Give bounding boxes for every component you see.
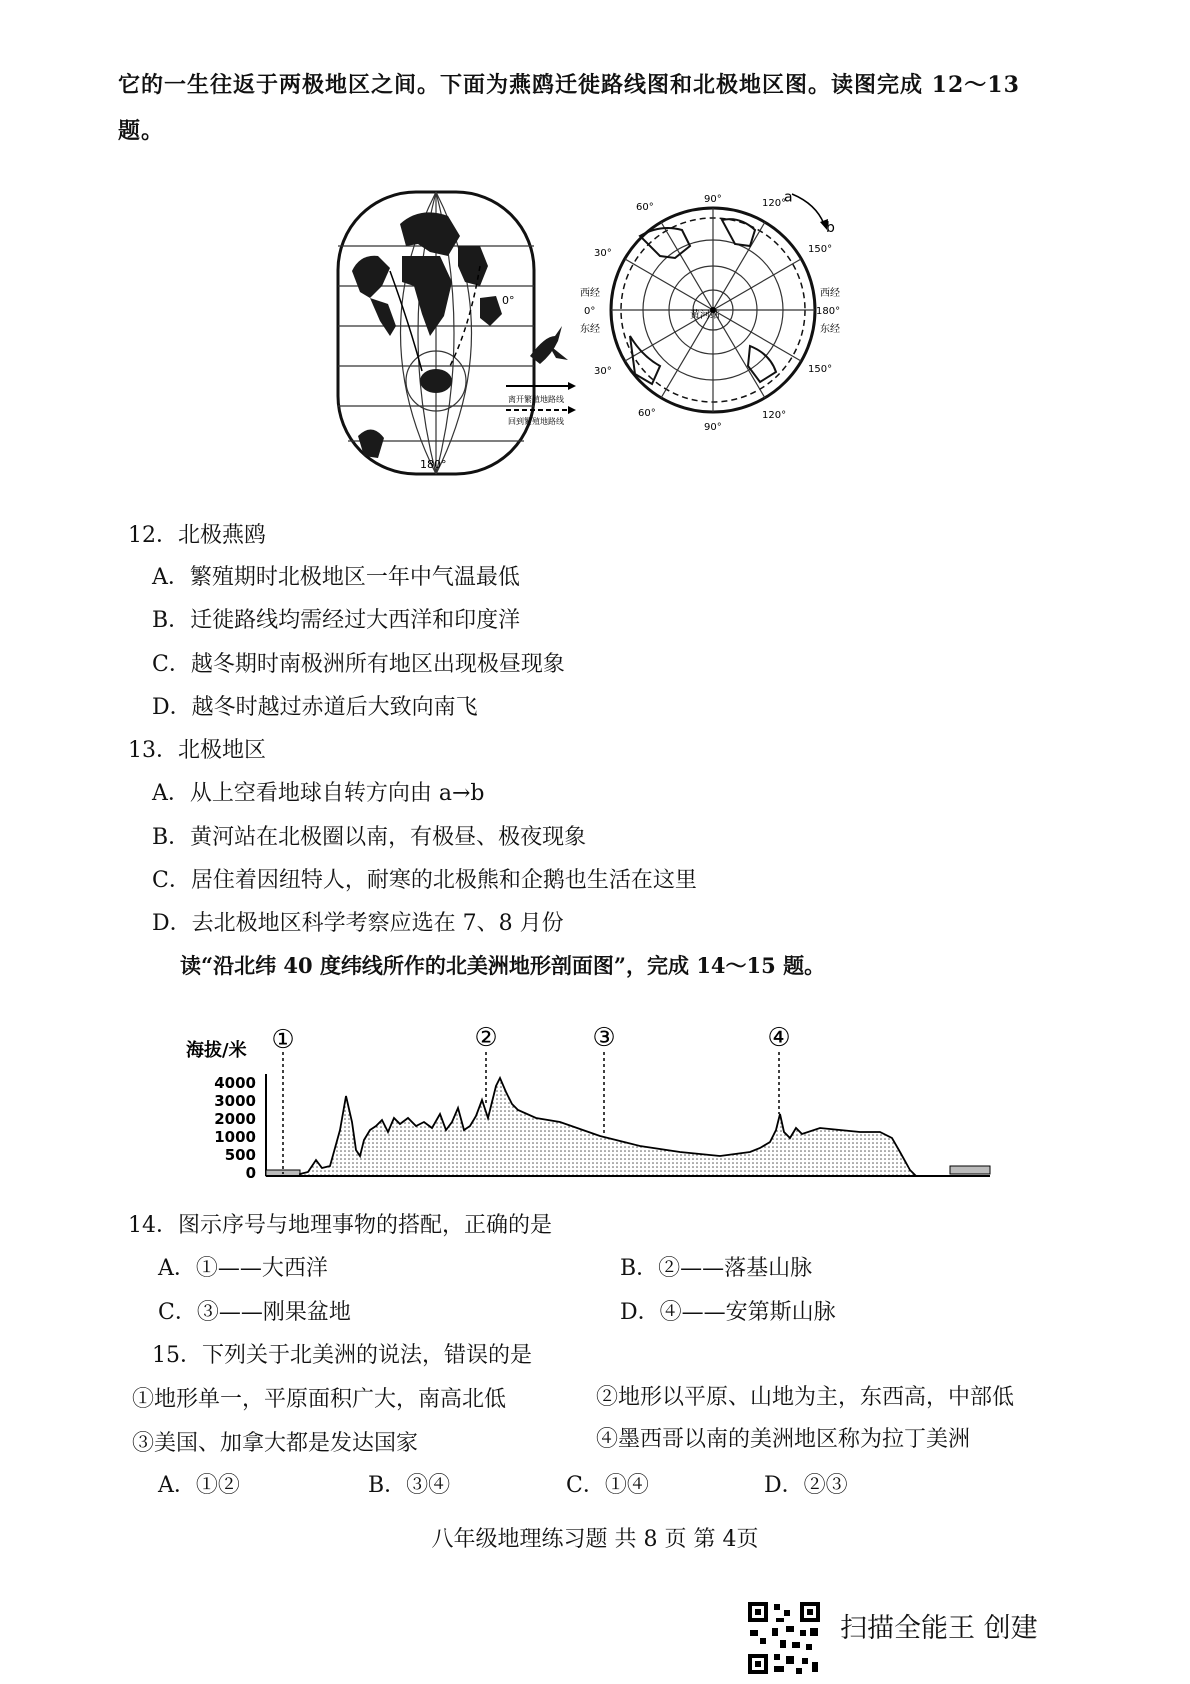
lbl-180: 180°: [816, 306, 841, 317]
lbl-west-right: 西经: [820, 288, 840, 299]
marker-1: ①: [271, 1025, 295, 1055]
q12-option-a: A．繁殖期时北极地区一年中气温最低: [152, 565, 520, 590]
q14-title: 14．图示序号与地理事物的搭配，正确的是: [128, 1213, 552, 1238]
q15-option-d: D．②③: [764, 1473, 848, 1498]
q14-option-d: D．④——安第斯山脉: [620, 1300, 836, 1325]
migration-figure: [330, 186, 930, 486]
q15-option-a: A．①②: [158, 1473, 240, 1498]
q15-statement-1: ①地形单一，平原面积广大，南高北低: [132, 1387, 507, 1412]
legend-item-1: 离开繁殖地路线: [508, 395, 564, 404]
lbl-60-top: 60°: [636, 202, 654, 213]
lbl-30-left-low: 30°: [594, 366, 612, 377]
lbl-150-right-low: 150°: [808, 364, 833, 375]
lbl-90-bottom: 90°: [704, 422, 722, 433]
tick-3000: 3000: [214, 1092, 256, 1110]
scanner-watermark: 扫描全能王 创建: [840, 1613, 1038, 1644]
marker-3: ③: [592, 1023, 616, 1053]
read-instruction: 读“沿北纬 40 度纬线所作的北美洲地形剖面图”，完成 14～15 题。: [180, 953, 826, 978]
point-a: a: [784, 189, 793, 206]
marker-2: ②: [474, 1023, 498, 1053]
q15-option-c: C．①④: [566, 1473, 649, 1498]
lbl-120-bottom: 120°: [762, 410, 787, 421]
lbl-30-left: 30°: [594, 248, 612, 259]
lbl-90-top: 90°: [704, 194, 722, 205]
lbl-west: 西经: [580, 288, 600, 299]
world-map-label-180: 180°: [420, 458, 447, 471]
world-map-label-0: 0°: [502, 294, 515, 307]
q15-statement-4: ④墨西哥以南的美洲地区称为拉丁美洲: [596, 1427, 971, 1452]
world-migration-map: [338, 192, 534, 474]
lbl-0: 0°: [584, 306, 596, 317]
tick-1000: 1000: [214, 1128, 256, 1146]
station-label: 黄河站: [690, 310, 720, 321]
lbl-east-right: 东经: [820, 324, 840, 335]
lbl-150-right: 150°: [808, 244, 833, 255]
q15-title: 15．下列关于北美洲的说法，错误的是: [152, 1343, 532, 1368]
q15-statement-3: ③美国、加拿大都是发达国家: [132, 1431, 419, 1456]
q15-option-b: B．③④: [368, 1473, 451, 1498]
q15-statement-2: ②地形以平原、山地为主，东西高，中部低: [596, 1385, 1015, 1410]
q13-option-b: B．黄河站在北极圈以南，有极昼、极夜现象: [152, 825, 587, 850]
q12-title: 12．北极燕鸥: [128, 523, 266, 548]
q13-option-c: C．居住着因纽特人，耐寒的北极熊和企鹅也生活在这里: [152, 868, 697, 893]
bird-icon: [530, 326, 568, 364]
q12-option-d: D．越冬时越过赤道后大致向南飞: [152, 695, 478, 720]
q13-option-a: A．从上空看地球自转方向由 a→b: [152, 781, 485, 806]
qr-code-icon: [746, 1600, 822, 1676]
lbl-60-bottom: 60°: [638, 408, 656, 419]
q13-title: 13．北极地区: [128, 738, 266, 763]
tick-4000: 4000: [214, 1074, 256, 1092]
profile-ylabel: 海拔/米: [186, 1040, 247, 1061]
tick-2000: 2000: [214, 1110, 256, 1128]
q12-option-b: B．迁徙路线均需经过大西洋和印度洋: [152, 608, 521, 633]
tick-500: 500: [224, 1146, 256, 1164]
q14-option-a: A．①——大西洋: [158, 1256, 328, 1281]
q12-option-c: C．越冬期时南极洲所有地区出现极昼现象: [152, 652, 565, 677]
q14-option-b: B．②——落基山脉: [620, 1256, 813, 1281]
point-b: b: [826, 220, 835, 236]
intro-text: [118, 62, 1078, 154]
legend-item-2: 回到繁殖地路线: [508, 417, 564, 426]
tick-0: 0: [245, 1164, 256, 1182]
arctic-map: [580, 190, 840, 433]
marker-4: ④: [767, 1023, 791, 1053]
intro-line-2: 题。: [118, 118, 165, 144]
q14-option-c: C．③——刚果盆地: [158, 1300, 351, 1325]
page-footer: 八年级地理练习题 共 8 页 第 4页: [431, 1527, 759, 1552]
lbl-120-top: 120°: [762, 198, 787, 209]
lbl-east: 东经: [580, 324, 600, 335]
intro-line-1: 它的一生往返于两极地区之间。下面为燕鸥迁徙路线图和北极地区图。读图完成 12～13: [118, 72, 1020, 98]
q13-option-d: D．去北极地区科学考察应选在 7、8 月份: [152, 911, 564, 936]
terrain-profile: [180, 990, 1000, 1190]
